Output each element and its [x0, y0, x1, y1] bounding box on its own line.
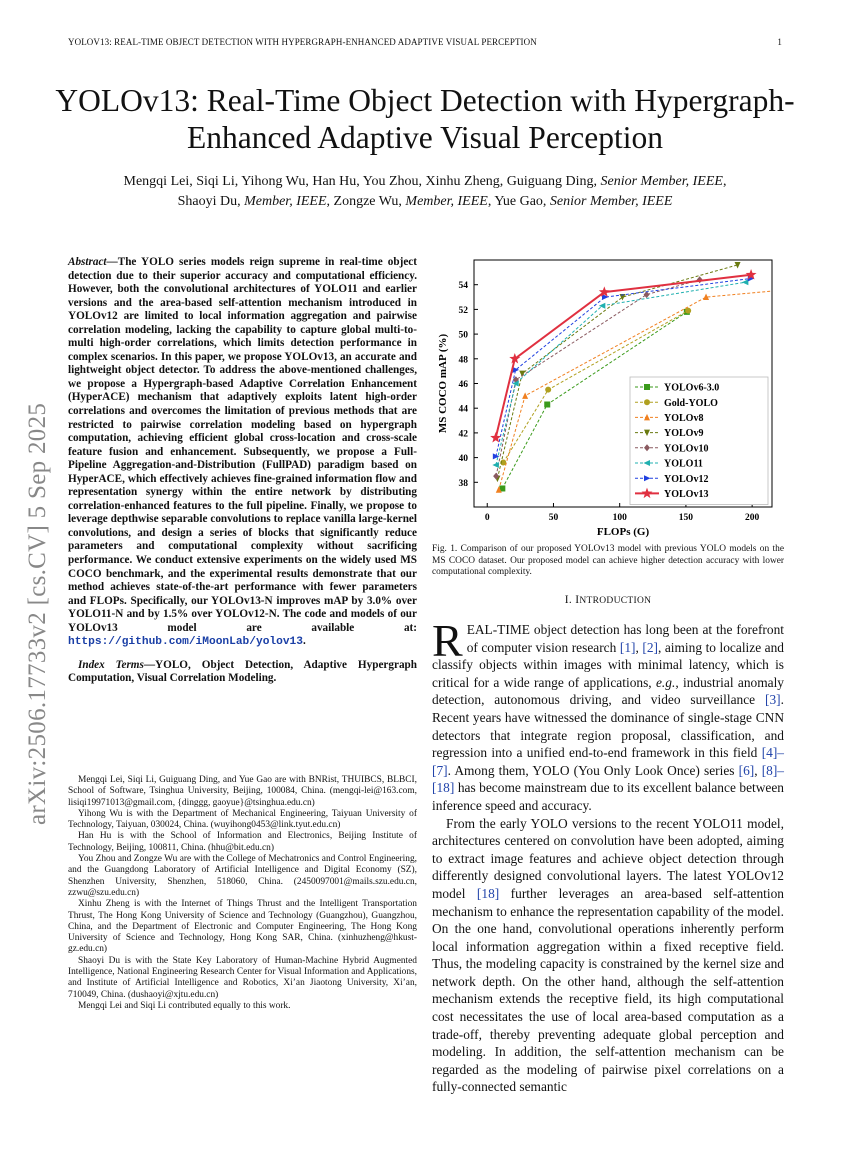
- y-tick-label: 48: [458, 355, 468, 366]
- section-heading: [432, 594, 784, 606]
- drop-cap: R: [432, 615, 463, 666]
- paragraph: [432, 815, 784, 1097]
- author-role: Senior Member, IEEE: [549, 194, 673, 209]
- authors-line1: Mengqi Lei, Siqi Li, Yihong Wu, Han Hu, You Zhou, Xinhu Zheng, Guiguang Ding,: [123, 174, 597, 189]
- text: EAL-TIME object detection has long been at the forefront of computer vision research: [466, 622, 784, 655]
- index-terms: [68, 659, 417, 686]
- legend-label: YOLOv13: [664, 489, 709, 500]
- data-point: [644, 384, 650, 390]
- x-tick-label: 50: [548, 513, 559, 523]
- citation-link[interactable]: [2]: [642, 639, 658, 655]
- text: , industrial anomaly detection, autonomous driving, and video surveillance: [432, 674, 784, 708]
- y-axis-label: MS COCO mAP (%): [437, 333, 449, 434]
- arxiv-stamp: arXiv:2506.17733v2 [cs.CV] 5 Sep 2025: [24, 402, 51, 825]
- legend-label: YOLOv8: [664, 413, 704, 424]
- citation-link[interactable]: [8]–[18]: [432, 762, 784, 796]
- data-point: [545, 387, 551, 393]
- text: ,: [635, 639, 643, 655]
- footnote: You Zhou and Zongze Wu are with the College of Mechatronics and Control Engineering, and the Guangdong Laboratory of Artificial Intelligence and Digital Economy (SZ), Shenzhen University, Shenzhen, 518060, China. (2450097001@mails.szu.edu.cn, zzwu@szu.edu.cn): [68, 854, 417, 898]
- footnote: Mengqi Lei, Siqi Li, Guiguang Ding, and Yue Gao are with BNRist, THUIBCS, BLBCI, School of Software, Tsinghua University, Beijing, 100084, China. (mengqi-lei@163.com, lisiqi19971013@gmail.com, {dinggg, gaoyue}@tsinghua.edu.cn): [68, 775, 417, 808]
- text: further leverages an area-based self-attention mechanism to enhance the representation capability of the model. On the one hand, convolutional operations inherently perform local information aggregation within a fixed receptive field. Thus, the modeling capacity is constrained by the kernel size and network depth. On the other hand, although the self-attention mechanism extends the receptive field, its high computational cost necessitates the use of local area-based computation as a trade-off, thereby preventing adequate global perception and modeling. In addition, the self-attention mechanism can be regarded as the modeling of pairwise pixel correlations on a fully-connected semantic: [432, 885, 784, 1095]
- figure-1: [432, 250, 784, 540]
- running-header: [68, 37, 782, 47]
- code-link[interactable]: https://github.com/iMoonLab/yolov13: [68, 636, 303, 649]
- data-point: [492, 462, 499, 468]
- data-point: [742, 279, 749, 285]
- author-name: Shaoyi Du,: [177, 194, 241, 209]
- index-terms-text: —YOLO, Object Detection, Adaptive Hypergraph Computation, Visual Correlation Modeling.: [68, 658, 417, 685]
- footnote: Shaoyi Du is with the State Key Laboratory of Human-Machine Hybrid Augmented Intelligence, National Engineering Research Center for Visual Information and Applications, and Institute of Artificial Intelligence and Robotics, Xi’an Jiaotong University, Xi’an, 710049, China. (dushaoyi@xjtu.edu.cn): [68, 955, 417, 1000]
- legend-label: Gold-YOLO: [664, 397, 718, 409]
- text: , aiming to localize and classify objects within images with minimal latency, which is critical for a wide range of applications,: [432, 639, 785, 690]
- x-tick-label: 0: [484, 513, 490, 523]
- index-terms-label: Index Terms: [78, 658, 144, 671]
- section-title-rest: NTRODUCTION: [579, 596, 652, 606]
- abstract-end: .: [302, 635, 306, 648]
- data-point: [522, 392, 528, 399]
- abstract-text: —The YOLO series models reign supreme in real-time object detection due to their superior accuracy and computational efficiency. However, both the convolutional architectures of YOLO11 and earlier versions and the area-based self-attention mechanism introduced in YOLOv12 are limited to local information aggregation and pairwise correlation modeling, lacking the capability to capture global multi-to-multi high-order correlations, which limits detection performance in complex scenarios. In this paper, we propose YOLOv13, an accurate and lightweight object detector. To address the above-mentioned challenges, we propose a Hypergraph-based Adaptive Correlation Enhancement (HyperACE) mechanism that adaptively exploits latent high-order correlations and overcomes the limitation of previous methods that are restricted to pairwise correlation modeling based on hypergraph computation, achieving efficient global cross-location and cross-scale feature fusion and enhancement. Subsequently, we propose a Full-Pipeline Aggregation-and-Distribution (FullPAD) paradigm based on HyperACE, which effectively achieves fine-grained information flow and representation synergy within the entire network by distributing correlation-enhanced features to the full pipeline. Finally, we propose to leverage depthwise separable convolutions to replace vanilla large-kernel convolutions, and design a series of blocks that significantly reduce parameters and computational complexity without sacrificing performance. We conduct extensive experiments on the widely used MS COCO benchmark, and the experimental results demonstrate that our method achieves state-of-the-art performance with fewer parameters and FLOPs. Specifically, our YOLOv13-N improves mAP by 3.0% over YOLO11-N and by 1.5% over YOLOv12-N. The code and models of our YOLOv13 model are available at:: [68, 256, 417, 634]
- text: From the early YOLO versions to the recent YOLO11 model, architectures centered on convolution have been adopted, aiming to extract image features and achieve object detection through differently designed convolutional layers. The latest YOLOv12 model: [432, 815, 784, 901]
- author-role: Member, IEEE: [405, 194, 488, 209]
- y-tick-label: 46: [458, 380, 468, 390]
- author-role: Member, IEEE: [244, 194, 327, 209]
- text: . Among them, YOLO (You Only Look Once) series: [447, 762, 739, 778]
- y-tick-label: 42: [458, 429, 468, 440]
- section-title-first: I: [575, 594, 580, 606]
- left-column: [68, 256, 417, 686]
- running-header-title: YOLOV13: REAL-TIME OBJECT DETECTION WITH HYPERGRAPH-ENHANCED ADAPTIVE VISUAL PERCEPTION: [68, 37, 537, 47]
- author-footnotes: [68, 775, 417, 1012]
- x-tick-label: 200: [745, 513, 760, 523]
- author-list: Mengqi Lei, Siqi Li, Yihong Wu, Han Hu, You Zhou, Xinhu Zheng, Guiguang Ding, Senior Member, IEEE, Shaoyi Du, Member, IEEE, Zongze Wu, Member, IEEE, Yue Gao, Senior Member, IEEE: [123, 174, 727, 209]
- citation-link[interactable]: [1]: [619, 639, 636, 655]
- x-tick-label: 100: [612, 513, 627, 523]
- y-tick-label: 50: [458, 330, 468, 341]
- introduction-text: [432, 615, 785, 1096]
- x-axis-label: FLOPs (G): [596, 526, 650, 538]
- y-tick-label: 44: [458, 404, 468, 415]
- citation-link[interactable]: [4]–[7]: [432, 745, 784, 778]
- legend-label: YOLOv10: [664, 443, 709, 455]
- abstract: [68, 256, 417, 650]
- data-point: [644, 399, 650, 405]
- citation-link[interactable]: [3]: [765, 692, 781, 708]
- citation-link[interactable]: [6]: [738, 762, 755, 778]
- footnote: Yihong Wu is with the Department of Mechanical Engineering, Taiyuan University of Technology, Taiyuan, 030024, China. (wuyihong0453@link.tyut.edu.cn): [68, 808, 417, 831]
- legend-label: YOLO11: [664, 458, 703, 470]
- section-number: I.: [564, 594, 573, 606]
- text: has become mainstream due to its excellent balance between inference speed and accuracy.: [432, 780, 784, 813]
- author-name: Yue Gao,: [494, 194, 547, 209]
- footnote: Mengqi Lei and Siqi Li contributed equally to this work.: [78, 1000, 291, 1011]
- y-tick-label: 40: [458, 454, 468, 465]
- paper-title: YOLOv13: Real-Time Object Detection with Hypergraph-Enhanced Adaptive Visual Perception: [55, 83, 795, 155]
- footnote: Xinhu Zheng is with the Internet of Things Thrust and the Intelligent Transportation Thrust, The Hong Kong University of Science and Technology (Guangzhou), Guangzhou, China, and the Department of Electronic and Computer Engineering, The Hong Kong University of Science and Technology, Hong Kong SAR, China. (xinhuzheng@hkust-gz.edu.cn): [68, 899, 417, 955]
- comparison-chart: [432, 250, 784, 540]
- text: . Recent years have witnessed the dominance of single-stage CNN detectors that integrate region proposal, classification, and regression into a unified end-to-end framework in this field: [432, 692, 784, 761]
- author-role: Senior Member, IEEE: [600, 174, 723, 189]
- x-tick-label: 150: [678, 513, 694, 523]
- legend-label: YOLOv6-3.0: [664, 382, 720, 394]
- y-tick-label: 38: [458, 478, 468, 489]
- legend-box: [630, 377, 768, 505]
- figure-caption: Fig. 1. Comparison of our proposed YOLOv13 model with previous YOLO models on the MS COCO dataset. Our proposed model can achieve higher detection accuracy with lower computational complexity.: [432, 544, 784, 578]
- data-point: [544, 401, 550, 407]
- text: ,: [754, 762, 762, 778]
- page-number: 1: [777, 37, 782, 47]
- legend-label: YOLOv9: [664, 428, 704, 440]
- footnote: Han Hu is with the School of Information and Electronics, Beijing Institute of Technology, Beijing, 100811, China. (hhu@bit.edu.cn): [68, 831, 417, 853]
- citation-link[interactable]: [18]: [476, 885, 500, 901]
- y-tick-label: 54: [458, 281, 468, 292]
- text: e.g.: [655, 674, 676, 690]
- paragraph: [432, 615, 785, 815]
- y-tick-label: 52: [458, 305, 468, 316]
- author-name: Zongze Wu,: [333, 194, 402, 209]
- legend-label: YOLOv12: [664, 473, 709, 485]
- abstract-label: Abstract: [68, 256, 107, 268]
